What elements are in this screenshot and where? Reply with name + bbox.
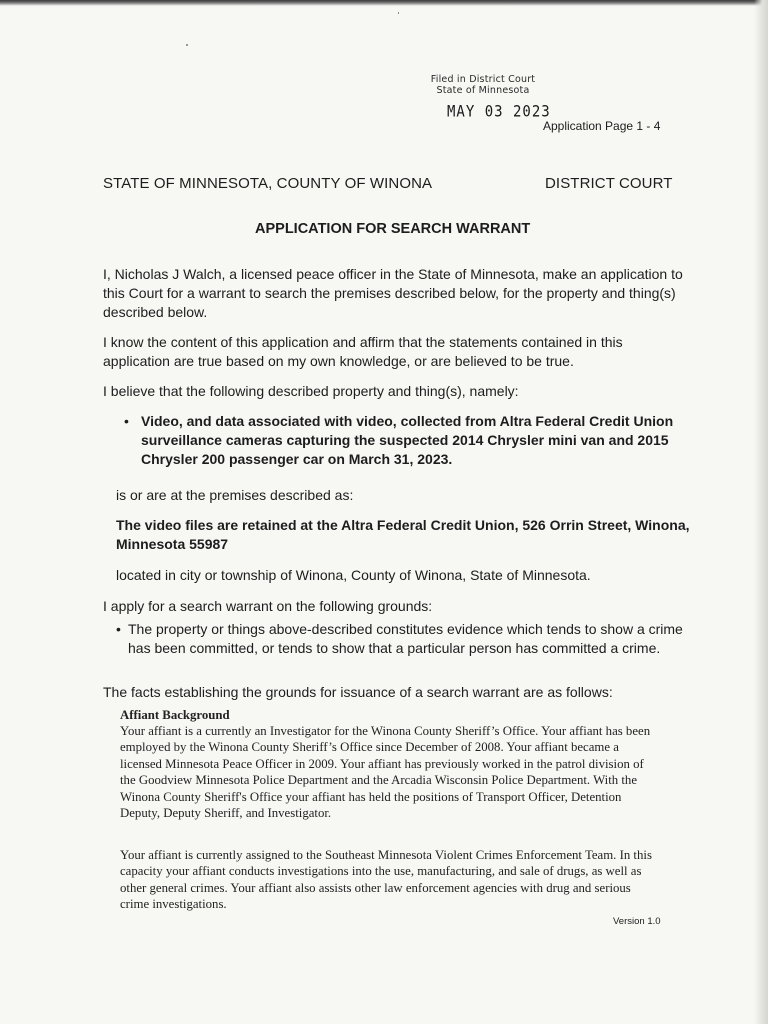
court-name: DISTRICT COURT xyxy=(545,175,673,192)
affirm-line: I know the content of this application and affirm that the statements contained in this xyxy=(103,334,623,350)
bullet-icon: • xyxy=(124,413,129,429)
premises-line: The video files are retained at the Altra Federal Credit Union, 526 Orrin Street, Winona, xyxy=(116,517,690,533)
filing-stamp xyxy=(428,74,538,96)
affiant-paragraph-2: Your affiant is currently assigned to the Southeast Minnesota Violent Crimes Enforcement Team. In this capacity your affiant conducts investigations into the use, manufacturing, and sale of drugs, as well as other general crimes. Your affiant also assists other law enforcement agencies with drug and serious crime investigations. xyxy=(120,848,652,912)
property-intro: I believe that the following described property and thing(s), namely: xyxy=(103,383,519,399)
bullet-icon: • xyxy=(116,621,121,637)
property-item-line: Video, and data associated with video, collected from Altra Federal Credit Union xyxy=(141,413,674,429)
court-jurisdiction: STATE OF MINNESOTA, COUNTY OF WINONA xyxy=(103,175,433,192)
affiant-paragraph-1: Your affiant is a currently an Investigator for the Winona County Sheriff’s Office. Your affiant has been employed by the Winona County Sheriff’s Office since December of 2008. Your affiant became a licensed Minnesota Peace Officer in 2009. Your affiant has previously worked in the patrol division of the Goodview Minnesota Police Department and the Arcadia Wisconsin Police Department. With the Winona County Sheriff's Office your affiant has held the positions of Transport Officer, Detention Deputy, Deputy Sheriff, and Investigator. xyxy=(120,724,651,821)
scan-speck xyxy=(186,44,188,46)
scan-edge-right xyxy=(754,0,768,1024)
premises-intro: is or are at the premises described as: xyxy=(116,487,354,503)
intro-line: described below. xyxy=(103,304,208,320)
grounds-item-line: The property or things above-described constitutes evidence which tends to show a crime xyxy=(128,621,683,637)
affirm-line: application are true based on my own knowledge, or are believed to be true. xyxy=(103,353,574,369)
version-label: Version 1.0 xyxy=(613,916,661,927)
grounds-intro: I apply for a search warrant on the following grounds: xyxy=(103,598,433,614)
scan-edge-top xyxy=(0,0,768,6)
location-line: located in city or township of Winona, County of Winona, State of Minnesota. xyxy=(116,567,591,583)
affiant-heading: Affiant Background xyxy=(120,708,230,722)
property-item-line: Chrysler 200 passenger car on March 31, 2023. xyxy=(141,451,453,467)
stamp-date: MAY 03 2023 xyxy=(447,102,551,122)
intro-line: this Court for a warrant to search the premises described below, for the property and thing(s) xyxy=(103,285,676,301)
scan-speck xyxy=(398,12,399,14)
grounds-item-line: has been committed, or tends to show that a particular person has committed a crime. xyxy=(128,640,661,656)
page-label: Application Page 1 - 4 xyxy=(543,119,661,133)
stamp-court: Filed in District Court xyxy=(430,74,536,85)
premises-line: Minnesota 55987 xyxy=(116,536,229,552)
facts-intro: The facts establishing the grounds for issuance of a search warrant are as follows: xyxy=(103,684,613,700)
intro-line: I, Nicholas J Walch, a licensed peace officer in the State of Minnesota, make an application to xyxy=(103,266,683,282)
stamp-state: State of Minnesota xyxy=(436,85,530,96)
document-title: APPLICATION FOR SEARCH WARRANT xyxy=(255,221,531,237)
property-item-line: surveillance cameras capturing the suspected 2014 Chrysler mini van and 2015 xyxy=(141,432,669,448)
